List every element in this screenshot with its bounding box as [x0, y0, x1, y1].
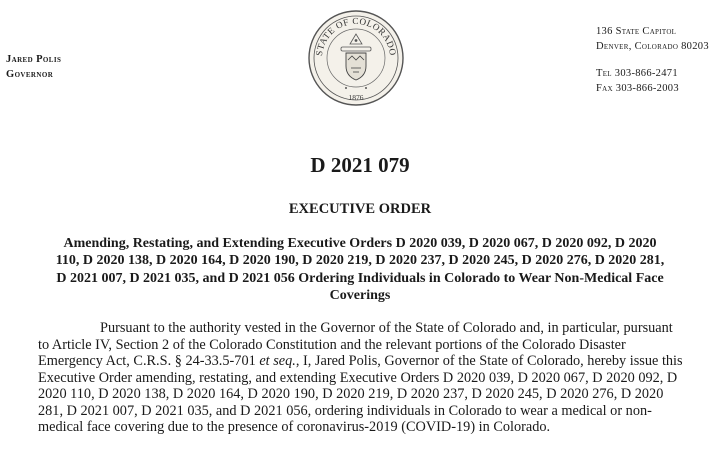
order-subject: Amending, Restating, and Extending Executive Orders D 2020 039, D 2020 067, D 2020 092, D 2020 110, D 2020 138, D 2020 164, D 2020 190, D 2020 219, D 2020 237, D 2020 245, D 2020 276, D 2020 281, D 2021 007, D 2021 035, and D 2021 056 Ordering Individuals in Colorado to Wear Non-Medical Face Coverings: [55, 236, 665, 304]
office-address: [596, 24, 709, 96]
seal-title-text: STATE OF COLORADO: [314, 15, 399, 57]
governor-block: [6, 52, 61, 82]
body-paragraph: [38, 320, 684, 436]
document-heading: EXECUTIVE ORDER: [288, 201, 432, 217]
body-text-italic: et seq.: [259, 353, 296, 369]
body-text-part-2: , I, Jared Polis, Governor of the State of Colorado, hereby issue this Executive Order amending, restating, and extending Executive Orders D 2020 039, D 2020 067, D 2020 092, D 2020 110, D 2020 138, D 2020 164, D 2020 190, D 2020 219, D 2020 237, D 2020 245, D 2020 276, D 2020 281, D 2021 007, D 2021 035, and D 2021 056, ordering individuals in Colorado to wear a medical or non-medical face covering due to the presence of coronavirus-2019 (COVID-19) in Colorado.: [38, 353, 683, 435]
state-seal-icon: [306, 8, 406, 108]
order-number: D 2021 079: [310, 153, 410, 177]
address-line-2: Denver, Colorado 80203: [596, 41, 709, 52]
address-line-1: 136 State Capitol: [596, 26, 677, 37]
telephone: Tel 303-866-2471: [596, 68, 678, 79]
fax: Fax 303-866-2003: [596, 83, 679, 94]
governor-name: Jared Polis: [6, 54, 62, 65]
order-body: [38, 320, 684, 436]
body-text-part-1: Pursuant to the authority vested in the Governor of the State of Colorado and, in particular, pursuant to Article IV, Section 2 of the Colorado Constitution and the relevant portions of the Colorado Disaster Emergency Act, C.R.S. § 24-33.5-701: [38, 320, 673, 369]
governor-title: Governor: [6, 69, 54, 80]
seal-year: 1876: [348, 93, 364, 102]
